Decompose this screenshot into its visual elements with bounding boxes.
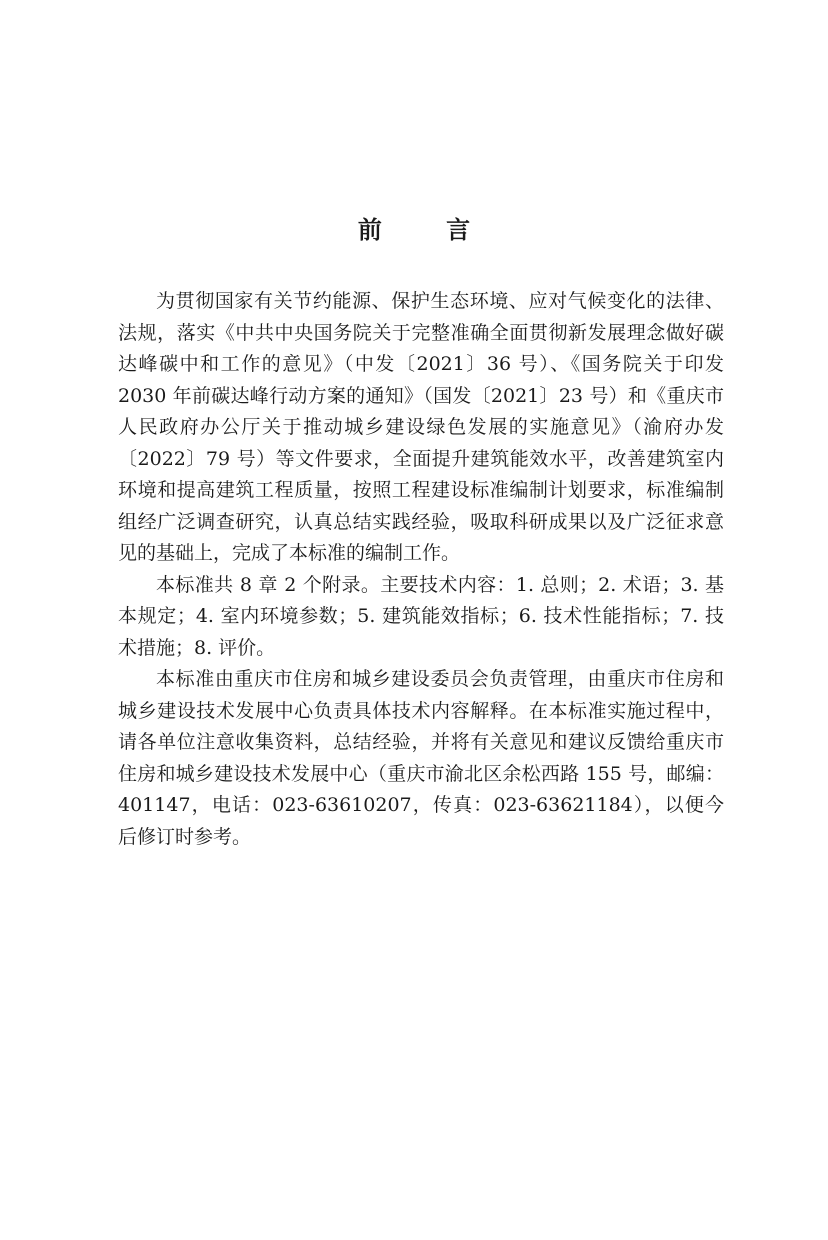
paragraph-contents: 本标准共 8 章 2 个附录。主要技术内容：1. 总则；2. 术语；3. 基本规定；4. 室内环境参数；5. 建筑能效指标；6. 技术性能指标；7. 技术措施；8. 评价。 xyxy=(118,573,724,659)
paragraph-management: 本标准由重庆市住房和城乡建设委员会负责管理，由重庆市住房和城乡建设技术发展中心负责具体技术内容解释。在本标准实施过程中，请各单位注意收集资料，总结经验，并将有关意见和建议反馈给重庆市住房和城乡建设技术发展中心（重庆市渝北区余松西路 155 号，邮编：401147，电话：023-63610207，传真：023-63621184），以便今后修订时参考。 xyxy=(118,668,724,848)
page-title: 前 言 xyxy=(357,216,499,244)
body-text xyxy=(118,286,724,853)
paragraph-background: 为贯彻国家有关节约能源、保护生态环境、应对气候变化的法律、法规，落实《中共中央国务院关于完整准确全面贯彻新发展理念做好碳达峰碳中和工作的意见》（中发〔2021〕36 号）、《国务院关于印发 2030 年前碳达峰行动方案的通知》（国发〔2021〕23 号）和《重庆市人民政府办公厅关于推动城乡建设绿色发展的实施意见》（渝府办发〔2022〕79 号）等文件要求，全面提升建筑能效水平，改善建筑室内环境和提高建筑工程质量，按照工程建设标准编制计划要求，标准编制组经广泛调查研究，认真总结实践经验，吸取科研成果以及广泛征求意见的基础上，完成了本标准的编制工作。 xyxy=(118,290,724,564)
